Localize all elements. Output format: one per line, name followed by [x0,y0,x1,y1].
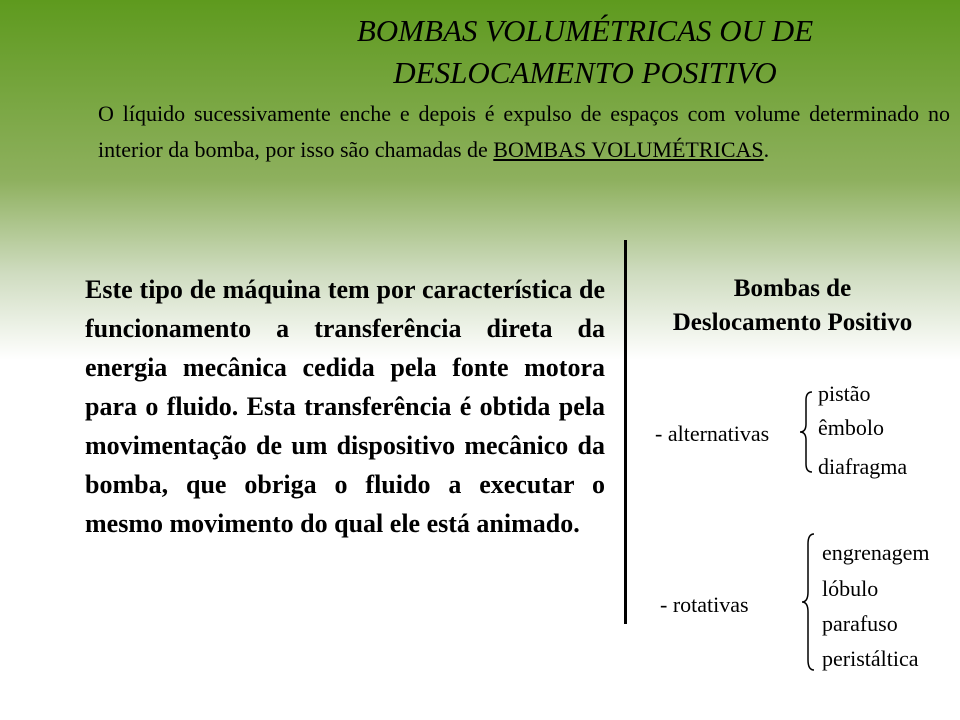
item-pistao: pistão [818,381,871,406]
item-engrenagem: engrenagem [822,540,930,565]
classification-heading [630,272,955,340]
item-diafragma: diafragma [818,454,908,479]
brace-rotativas [800,532,816,672]
category-alternativas: - alternativas [655,421,770,446]
heading-line-1: Bombas de [733,275,852,302]
item-lobulo: lóbulo [822,576,879,601]
heading-line-2: Deslocamento Positivo [672,309,913,336]
category-rotativas: - rotativas [660,592,749,617]
page-title [300,10,870,94]
vertical-divider [624,240,627,624]
intro-underlined-term: BOMBAS VOLUMÉTRICAS [493,137,764,162]
intro-text: O líquido sucessivamente enche e depois é expulso de espaços com volume determinado no interior da bomba, por isso são chamadas de [98,101,950,162]
description-paragraph: Este tipo de máquina tem por característica de funcionamento a transferência direta da energia mecânica cedida pela fonte motora para o fluido. Esta transferência é obtida pela movimentação de um dispositivo mecânico da bomba, que obriga o fluido a executar o mesmo movimento do qual ele está animado. [85,275,605,538]
title-line-1: BOMBAS VOLUMÉTRICAS OU DE [356,13,814,48]
intro-end: . [763,137,770,162]
title-line-2: DESLOCAMENTO POSITIVO [393,55,777,90]
item-embolo: êmbolo [818,415,884,440]
brace-alternativas [798,390,814,474]
item-peristaltica: peristáltica [822,646,919,671]
intro-paragraph [98,96,950,168]
item-parafuso: parafuso [822,611,898,636]
